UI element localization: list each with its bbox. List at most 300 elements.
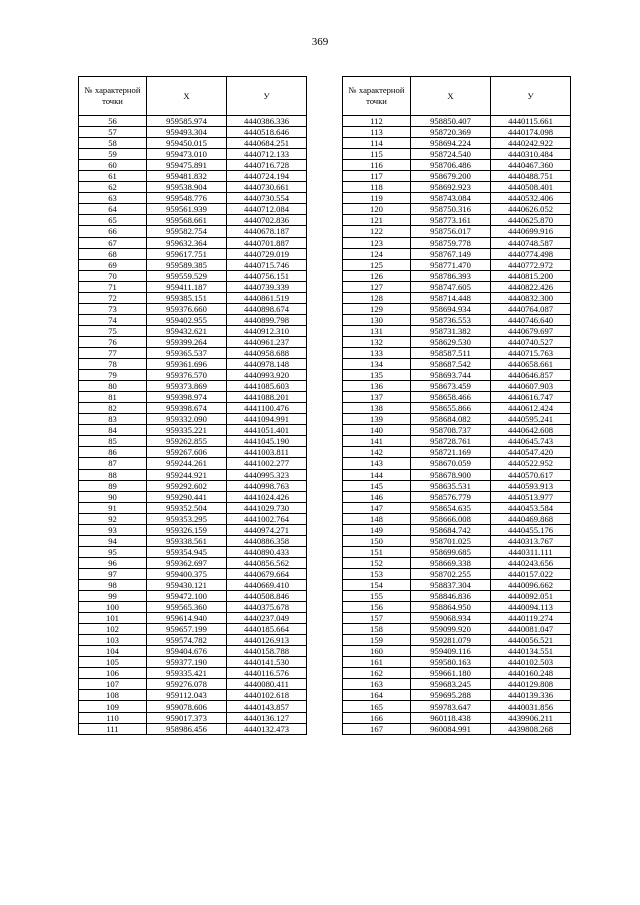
cell-x: 959481.832: [147, 171, 227, 182]
cell-x: 958756.017: [411, 226, 491, 237]
table-row: [343, 602, 571, 613]
cell-y: 4440715.763: [491, 347, 571, 358]
table-row: [79, 226, 307, 237]
cell-point-number: 71: [79, 281, 147, 292]
table-row: [343, 281, 571, 292]
cell-x: 959661.180: [411, 668, 491, 679]
cell-x: 959450.015: [147, 138, 227, 149]
cell-point-number: 106: [79, 668, 147, 679]
cell-y: 4440467.360: [491, 160, 571, 171]
cell-point-number: 118: [343, 182, 411, 193]
table-row: [79, 646, 307, 657]
cell-point-number: 91: [79, 502, 147, 513]
cell-point-number: 59: [79, 149, 147, 160]
table-row: [343, 447, 571, 458]
cell-x: 959354.945: [147, 546, 227, 557]
cell-point-number: 151: [343, 546, 411, 557]
cell-y: 4440242.922: [491, 138, 571, 149]
table-row: [343, 469, 571, 480]
table-row: [343, 668, 571, 679]
cell-point-number: 82: [79, 403, 147, 414]
cell-point-number: 64: [79, 204, 147, 215]
table-row: [79, 414, 307, 425]
cell-y: 4440508.846: [227, 591, 307, 602]
cell-point-number: 68: [79, 248, 147, 259]
cell-y: 4440739.339: [227, 281, 307, 292]
cell-x: 958670.059: [411, 458, 491, 469]
cell-point-number: 67: [79, 237, 147, 248]
cell-y: 4440096.662: [491, 579, 571, 590]
cell-x: 960084.991: [411, 723, 491, 734]
cell-point-number: 160: [343, 646, 411, 657]
cell-point-number: 146: [343, 491, 411, 502]
cell-point-number: 103: [79, 635, 147, 646]
cell-y: 4440185.664: [227, 624, 307, 635]
cell-y: 4441085.603: [227, 381, 307, 392]
cell-point-number: 76: [79, 336, 147, 347]
table-row: [79, 723, 307, 734]
cell-y: 4440056.521: [491, 635, 571, 646]
table-row: [343, 171, 571, 182]
table-row: [79, 425, 307, 436]
cell-y: 4440513.977: [491, 491, 571, 502]
table-row: [79, 325, 307, 336]
table-row: [343, 270, 571, 281]
cell-point-number: 101: [79, 613, 147, 624]
cell-point-number: 115: [343, 149, 411, 160]
table-row: [343, 513, 571, 524]
cell-point-number: 98: [79, 579, 147, 590]
table-row: [343, 502, 571, 513]
table-row: [79, 270, 307, 281]
cell-y: 4440748.587: [491, 237, 571, 248]
cell-y: 4440174.098: [491, 127, 571, 138]
cell-point-number: 131: [343, 325, 411, 336]
cell-x: 959365.537: [147, 347, 227, 358]
table-row: [343, 591, 571, 602]
table-row: [79, 215, 307, 226]
cell-x: 959783.647: [411, 701, 491, 712]
cell-y: 4440143.857: [227, 701, 307, 712]
table-row: [79, 469, 307, 480]
header-point-number: № характерной точки: [343, 77, 411, 116]
cell-y: 4440678.187: [227, 226, 307, 237]
table-row: [343, 138, 571, 149]
table-row: [343, 116, 571, 127]
cell-x: 959475.891: [147, 160, 227, 171]
cell-y: 4441051.401: [227, 425, 307, 436]
cell-point-number: 75: [79, 325, 147, 336]
cell-x: 958759.778: [411, 237, 491, 248]
table-row: [79, 624, 307, 635]
table-row: [343, 568, 571, 579]
cell-point-number: 167: [343, 723, 411, 734]
table-body-left: [79, 116, 307, 735]
cell-x: 959352.504: [147, 502, 227, 513]
cell-y: 4441094.991: [227, 414, 307, 425]
table-body-right: [343, 116, 571, 735]
cell-x: 958986.456: [147, 723, 227, 734]
cell-y: 4440488.751: [491, 171, 571, 182]
cell-y: 4440455.176: [491, 524, 571, 535]
table-row: [343, 370, 571, 381]
cell-point-number: 153: [343, 568, 411, 579]
cell-point-number: 144: [343, 469, 411, 480]
cell-y: 4440756.151: [227, 270, 307, 281]
cell-point-number: 95: [79, 546, 147, 557]
cell-x: 959385.151: [147, 292, 227, 303]
cell-y: 4440890.433: [227, 546, 307, 557]
cell-x: 959548.776: [147, 193, 227, 204]
cell-x: 958669.338: [411, 557, 491, 568]
cell-x: 959409.116: [411, 646, 491, 657]
cell-point-number: 70: [79, 270, 147, 281]
header-x: X: [411, 77, 491, 116]
cell-y: 4440729.019: [227, 248, 307, 259]
cell-x: 960118.438: [411, 712, 491, 723]
cell-x: 958699.685: [411, 546, 491, 557]
cell-point-number: 130: [343, 314, 411, 325]
cell-point-number: 86: [79, 447, 147, 458]
cell-point-number: 143: [343, 458, 411, 469]
cell-point-number: 104: [79, 646, 147, 657]
cell-point-number: 83: [79, 414, 147, 425]
cell-point-number: 109: [79, 701, 147, 712]
table-row: [343, 381, 571, 392]
table-row: [79, 149, 307, 160]
cell-y: 4440136.127: [227, 712, 307, 723]
cell-point-number: 74: [79, 314, 147, 325]
cell-x: 959376.660: [147, 303, 227, 314]
cell-x: 959292.602: [147, 480, 227, 491]
cell-point-number: 152: [343, 557, 411, 568]
cell-y: 4440712.133: [227, 149, 307, 160]
table-row: [79, 502, 307, 513]
cell-point-number: 69: [79, 259, 147, 270]
cell-point-number: 94: [79, 535, 147, 546]
table-row: [79, 513, 307, 524]
cell-y: 4440730.661: [227, 182, 307, 193]
cell-y: 4440141.530: [227, 657, 307, 668]
cell-x: 958747.605: [411, 281, 491, 292]
cell-x: 958684.742: [411, 524, 491, 535]
cell-x: 959281.079: [411, 635, 491, 646]
cell-x: 959695.288: [411, 690, 491, 701]
cell-point-number: 161: [343, 657, 411, 668]
cell-y: 4440313.767: [491, 535, 571, 546]
table-row: [343, 425, 571, 436]
cell-x: 959068.934: [411, 613, 491, 624]
cell-y: 4440102.618: [227, 690, 307, 701]
cell-point-number: 96: [79, 557, 147, 568]
cell-point-number: 88: [79, 469, 147, 480]
table-row: [79, 127, 307, 138]
cell-x: 958864.950: [411, 602, 491, 613]
table-row: [79, 359, 307, 370]
page-number: 369: [311, 36, 329, 48]
cell-y: 4440715.746: [227, 259, 307, 270]
table-row: [79, 281, 307, 292]
cell-y: 4440746.640: [491, 314, 571, 325]
table-row: [343, 237, 571, 248]
table-row: [79, 524, 307, 535]
cell-point-number: 92: [79, 513, 147, 524]
cell-point-number: 164: [343, 690, 411, 701]
cell-point-number: 99: [79, 591, 147, 602]
table-row: [79, 447, 307, 458]
cell-x: 958846.836: [411, 591, 491, 602]
cell-point-number: 63: [79, 193, 147, 204]
cell-x: 959589.385: [147, 259, 227, 270]
cell-point-number: 121: [343, 215, 411, 226]
cell-y: 4440899.798: [227, 314, 307, 325]
cell-y: 4440126.913: [227, 635, 307, 646]
table-row: [343, 182, 571, 193]
table-row: [79, 679, 307, 690]
cell-x: 958702.255: [411, 568, 491, 579]
table-row: [343, 336, 571, 347]
table-row: [79, 491, 307, 502]
cell-y: 4440774.498: [491, 248, 571, 259]
table-row: [79, 303, 307, 314]
cell-y: 4440658.661: [491, 359, 571, 370]
cell-point-number: 110: [79, 712, 147, 723]
cell-x: 959276.078: [147, 679, 227, 690]
cell-x: 958720.369: [411, 127, 491, 138]
cell-point-number: 113: [343, 127, 411, 138]
cell-y: 4441024.426: [227, 491, 307, 502]
cell-y: 4441002.764: [227, 513, 307, 524]
table-row: [343, 248, 571, 259]
cell-y: 4440626.052: [491, 204, 571, 215]
cell-y: 4440522.952: [491, 458, 571, 469]
cell-x: 959399.264: [147, 336, 227, 347]
cell-x: 959574.782: [147, 635, 227, 646]
cell-x: 958692.923: [411, 182, 491, 193]
cell-point-number: 116: [343, 160, 411, 171]
table-row: [79, 690, 307, 701]
cell-x: 959561.939: [147, 204, 227, 215]
cell-point-number: 84: [79, 425, 147, 436]
cell-point-number: 58: [79, 138, 147, 149]
cell-x: 958714.448: [411, 292, 491, 303]
cell-x: 958693.744: [411, 370, 491, 381]
cell-y: 4440547.420: [491, 447, 571, 458]
cell-y: 4440856.562: [227, 557, 307, 568]
cell-point-number: 122: [343, 226, 411, 237]
cell-x: 959332.090: [147, 414, 227, 425]
cell-point-number: 81: [79, 392, 147, 403]
cell-y: 4440772.972: [491, 259, 571, 270]
cell-y: 4440701.887: [227, 237, 307, 248]
cell-point-number: 72: [79, 292, 147, 303]
table-row: [79, 138, 307, 149]
table-row: [79, 237, 307, 248]
table-row: [343, 160, 571, 171]
table-row: [343, 613, 571, 624]
cell-x: 959244.921: [147, 469, 227, 480]
table-row: [343, 690, 571, 701]
cell-y: 4441029.730: [227, 502, 307, 513]
cell-y: 4440237.049: [227, 613, 307, 624]
cell-point-number: 135: [343, 370, 411, 381]
cell-point-number: 155: [343, 591, 411, 602]
cell-point-number: 93: [79, 524, 147, 535]
cell-y: 4440134.551: [491, 646, 571, 657]
cell-y: 4440645.743: [491, 436, 571, 447]
cell-x: 959402.955: [147, 314, 227, 325]
cell-point-number: 123: [343, 237, 411, 248]
cell-point-number: 60: [79, 160, 147, 171]
cell-point-number: 77: [79, 347, 147, 358]
cell-x: 958786.393: [411, 270, 491, 281]
header-point-number: № характерной точки: [79, 77, 147, 116]
cell-x: 958736.553: [411, 314, 491, 325]
table-row: [79, 546, 307, 557]
cell-y: 4440453.584: [491, 502, 571, 513]
cell-x: 959290.441: [147, 491, 227, 502]
cell-x: 958771.470: [411, 259, 491, 270]
cell-x: 958706.486: [411, 160, 491, 171]
cell-x: 959017.373: [147, 712, 227, 723]
table-row: [343, 436, 571, 447]
cell-point-number: 65: [79, 215, 147, 226]
cell-point-number: 128: [343, 292, 411, 303]
cell-point-number: 157: [343, 613, 411, 624]
coordinates-table-left: [78, 76, 307, 735]
cell-point-number: 114: [343, 138, 411, 149]
cell-x: 959614.940: [147, 613, 227, 624]
table-row: [343, 657, 571, 668]
cell-y: 4440740.527: [491, 336, 571, 347]
cell-x: 959376.570: [147, 370, 227, 381]
table-row: [79, 480, 307, 491]
cell-x: 959568.661: [147, 215, 227, 226]
cell-y: 4440861.519: [227, 292, 307, 303]
table-row: [343, 524, 571, 535]
table-row: [343, 314, 571, 325]
table-row: [79, 458, 307, 469]
cell-x: 958728.761: [411, 436, 491, 447]
table-row: [79, 568, 307, 579]
cell-x: 959112.043: [147, 690, 227, 701]
table-row: [343, 127, 571, 138]
table-row: [343, 646, 571, 657]
cell-x: 958724.540: [411, 149, 491, 160]
cell-x: 958635.531: [411, 480, 491, 491]
header-y: У: [491, 77, 571, 116]
cell-y: 4440031.856: [491, 701, 571, 712]
cell-y: 4440102.503: [491, 657, 571, 668]
cell-x: 958673.459: [411, 381, 491, 392]
table-row: [79, 635, 307, 646]
cell-x: 959411.187: [147, 281, 227, 292]
cell-y: 4440974.271: [227, 524, 307, 535]
cell-y: 4440642.608: [491, 425, 571, 436]
cell-y: 4440958.688: [227, 347, 307, 358]
cell-x: 959361.696: [147, 359, 227, 370]
cell-y: 4440119.274: [491, 613, 571, 624]
cell-y: 4440712.084: [227, 204, 307, 215]
cell-x: 959398.974: [147, 392, 227, 403]
cell-point-number: 126: [343, 270, 411, 281]
table-row: [79, 381, 307, 392]
cell-x: 958694.934: [411, 303, 491, 314]
cell-point-number: 78: [79, 359, 147, 370]
cell-y: 4440157.022: [491, 568, 571, 579]
cell-y: 4440764.087: [491, 303, 571, 314]
cell-x: 958658.466: [411, 392, 491, 403]
table-header-row: [79, 77, 307, 116]
cell-x: 958694.224: [411, 138, 491, 149]
cell-x: 958708.737: [411, 425, 491, 436]
table-row: [79, 292, 307, 303]
cell-x: 959585.974: [147, 116, 227, 127]
cell-point-number: 136: [343, 381, 411, 392]
cell-y: 4440132.473: [227, 723, 307, 734]
cell-y: 4440716.728: [227, 160, 307, 171]
cell-y: 4440998.763: [227, 480, 307, 491]
cell-x: 959244.261: [147, 458, 227, 469]
table-row: [79, 591, 307, 602]
cell-x: 959538.904: [147, 182, 227, 193]
cell-x: 959432.621: [147, 325, 227, 336]
table-row: [79, 248, 307, 259]
cell-point-number: 141: [343, 436, 411, 447]
cell-x: 958679.200: [411, 171, 491, 182]
cell-x: 959326.159: [147, 524, 227, 535]
table-row: [343, 458, 571, 469]
cell-x: 959335.421: [147, 668, 227, 679]
cell-point-number: 138: [343, 403, 411, 414]
cell-y: 4440081.047: [491, 624, 571, 635]
cell-y: 4439808.268: [491, 723, 571, 734]
table-row: [343, 535, 571, 546]
table-row: [79, 535, 307, 546]
table-row: [79, 204, 307, 215]
cell-point-number: 148: [343, 513, 411, 524]
cell-point-number: 90: [79, 491, 147, 502]
cell-x: 959398.674: [147, 403, 227, 414]
cell-y: 4440679.697: [491, 325, 571, 336]
cell-point-number: 134: [343, 359, 411, 370]
cell-x: 958731.382: [411, 325, 491, 336]
cell-point-number: 133: [343, 347, 411, 358]
cell-y: 4439906.211: [491, 712, 571, 723]
cell-x: 959267.606: [147, 447, 227, 458]
cell-y: 4440469.868: [491, 513, 571, 524]
cell-y: 4440669.410: [227, 579, 307, 590]
cell-point-number: 112: [343, 116, 411, 127]
cell-x: 959377.190: [147, 657, 227, 668]
table-row: [343, 723, 571, 734]
cell-y: 4440898.674: [227, 303, 307, 314]
cell-y: 4440646.857: [491, 370, 571, 381]
cell-y: 4440595.241: [491, 414, 571, 425]
cell-y: 4441045.190: [227, 436, 307, 447]
cell-point-number: 159: [343, 635, 411, 646]
cell-x: 959582.754: [147, 226, 227, 237]
cell-y: 4440508.401: [491, 182, 571, 193]
cell-point-number: 102: [79, 624, 147, 635]
cell-x: 958587.511: [411, 347, 491, 358]
cell-x: 959373.869: [147, 381, 227, 392]
cell-x: 958701.025: [411, 535, 491, 546]
cell-x: 958629.530: [411, 336, 491, 347]
cell-x: 959493.304: [147, 127, 227, 138]
table-row: [79, 712, 307, 723]
table-row: [79, 392, 307, 403]
